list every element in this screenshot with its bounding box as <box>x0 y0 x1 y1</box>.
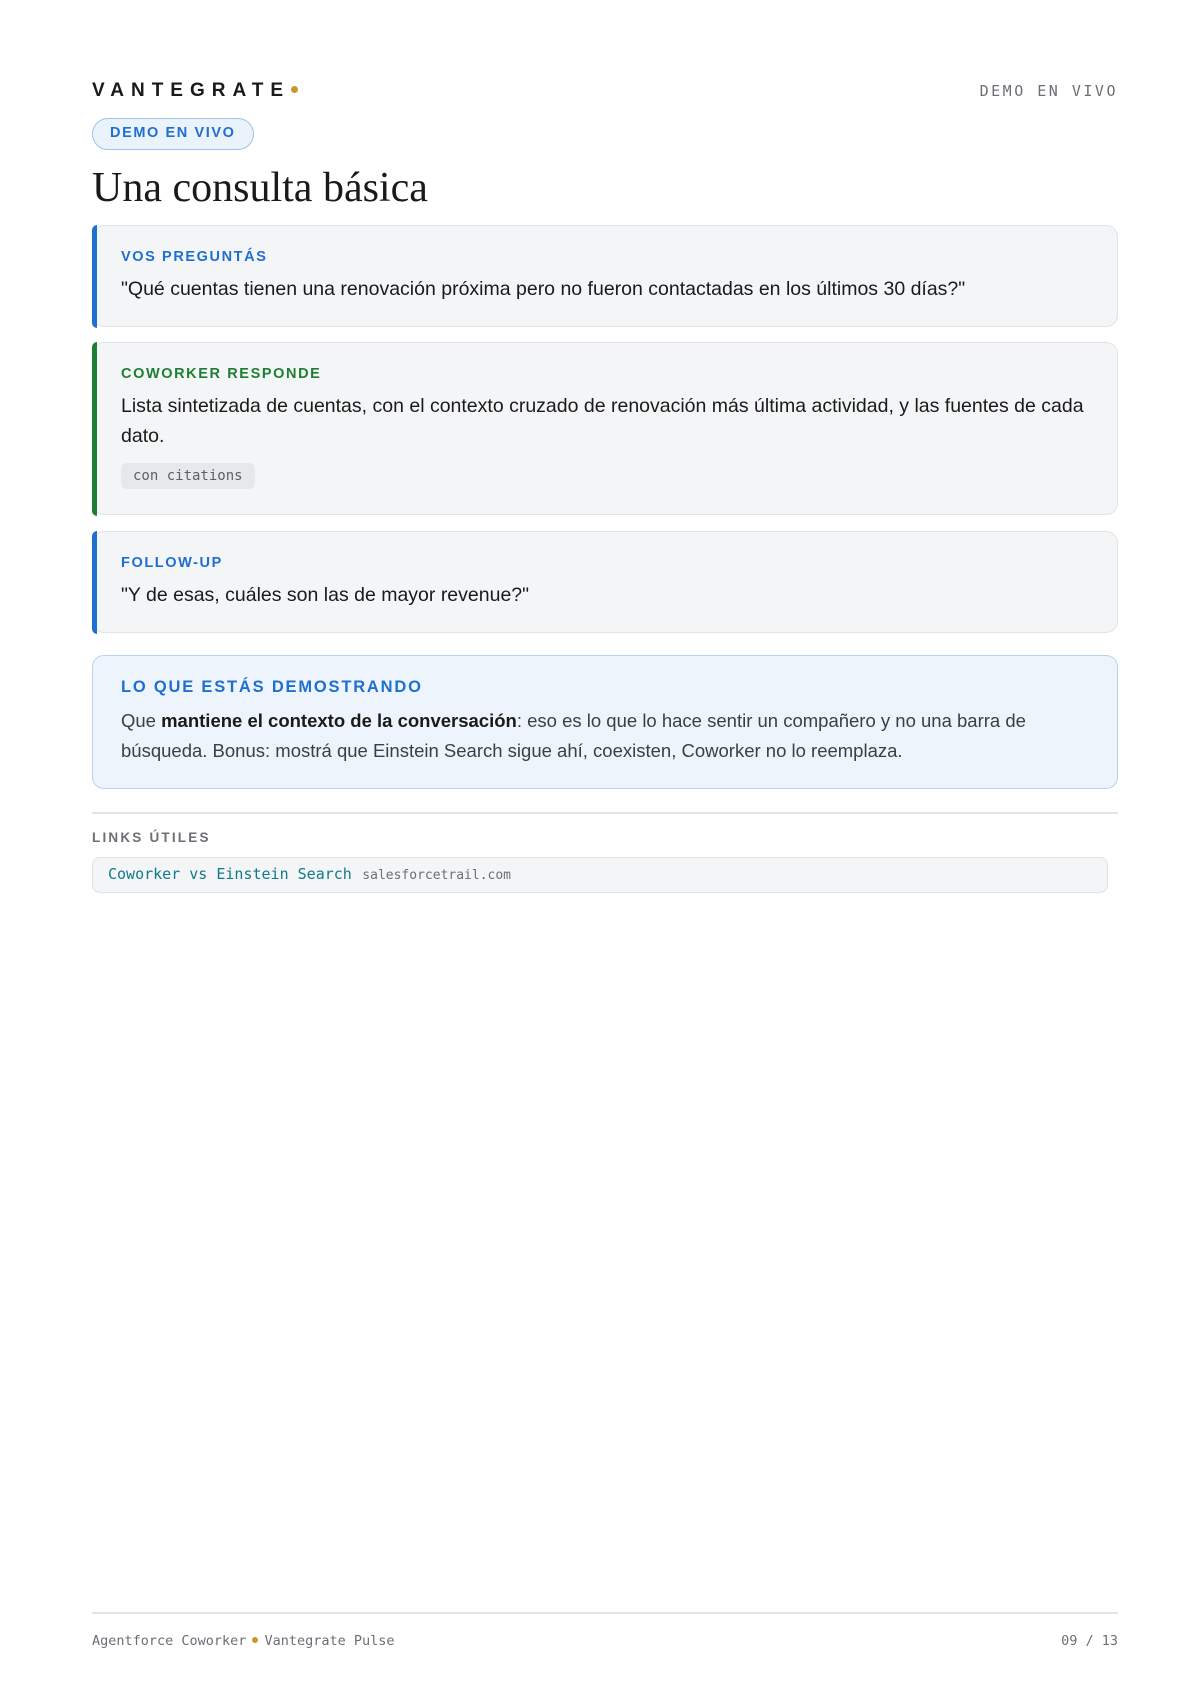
demonstrating-callout <box>92 655 1118 789</box>
links-heading: LINKS ÚTILES <box>92 830 211 845</box>
question-card <box>92 225 1118 327</box>
follow-up-card-label: FOLLOW-UP <box>121 555 223 571</box>
section-label: DEMO EN VIVO <box>979 82 1118 100</box>
question-card-text: "Qué cuentas tienen una renovación próxima pero no fueron contactadas en los últimos 30 días?" <box>121 278 966 300</box>
response-card <box>92 342 1118 515</box>
demonstrating-label: LO QUE ESTÁS DEMOSTRANDO <box>121 678 423 696</box>
footer-divider <box>92 1612 1118 1614</box>
page <box>92 0 1118 1697</box>
top-bar <box>92 80 1118 102</box>
demonstrating-highlight: mantiene el contexto de la conversación <box>161 710 517 731</box>
follow-up-card <box>92 531 1118 633</box>
question-card-label: VOS PREGUNTÁS <box>121 249 268 265</box>
demo-badge: DEMO EN VIVO <box>92 118 254 150</box>
footer-publication: Vantegrate Pulse <box>264 1633 395 1649</box>
footer-left <box>92 1631 394 1651</box>
response-card-label: COWORKER RESPONDE <box>121 366 322 382</box>
link-item[interactable] <box>92 857 1108 893</box>
demonstrating-text <box>121 706 1089 766</box>
brand-logo <box>92 80 298 102</box>
page-number: 09 / 13 <box>1061 1633 1118 1649</box>
brand-dot-icon <box>291 86 298 93</box>
footer <box>92 1631 1118 1651</box>
follow-up-card-text: "Y de esas, cuáles son las de mayor revenue?" <box>121 584 530 606</box>
response-card-text: Lista sintetizada de cuentas, con el contexto cruzado de renovación más última actividad, y las fuentes de cada dato. <box>121 395 1084 447</box>
footer-product: Agentforce Coworker <box>92 1633 247 1649</box>
link-title[interactable]: Coworker vs Einstein Search <box>108 865 352 883</box>
demonstrating-rest: : eso es lo que lo hace sentir un compañero y no una barra de búsqueda. Bonus: mostrá que Einstein Search sigue ahí, coexisten, Coworker no lo reemplaza. <box>121 710 1026 761</box>
link-domain: salesforcetrail.com <box>362 868 512 883</box>
demonstrating-lead: Que <box>121 710 162 731</box>
links-divider <box>92 812 1118 814</box>
brand-name: VANTEGRATE <box>92 80 291 101</box>
page-title: Una consulta básica <box>92 165 428 211</box>
footer-dot-icon <box>252 1637 258 1643</box>
citations-chip: con citations <box>121 463 255 489</box>
